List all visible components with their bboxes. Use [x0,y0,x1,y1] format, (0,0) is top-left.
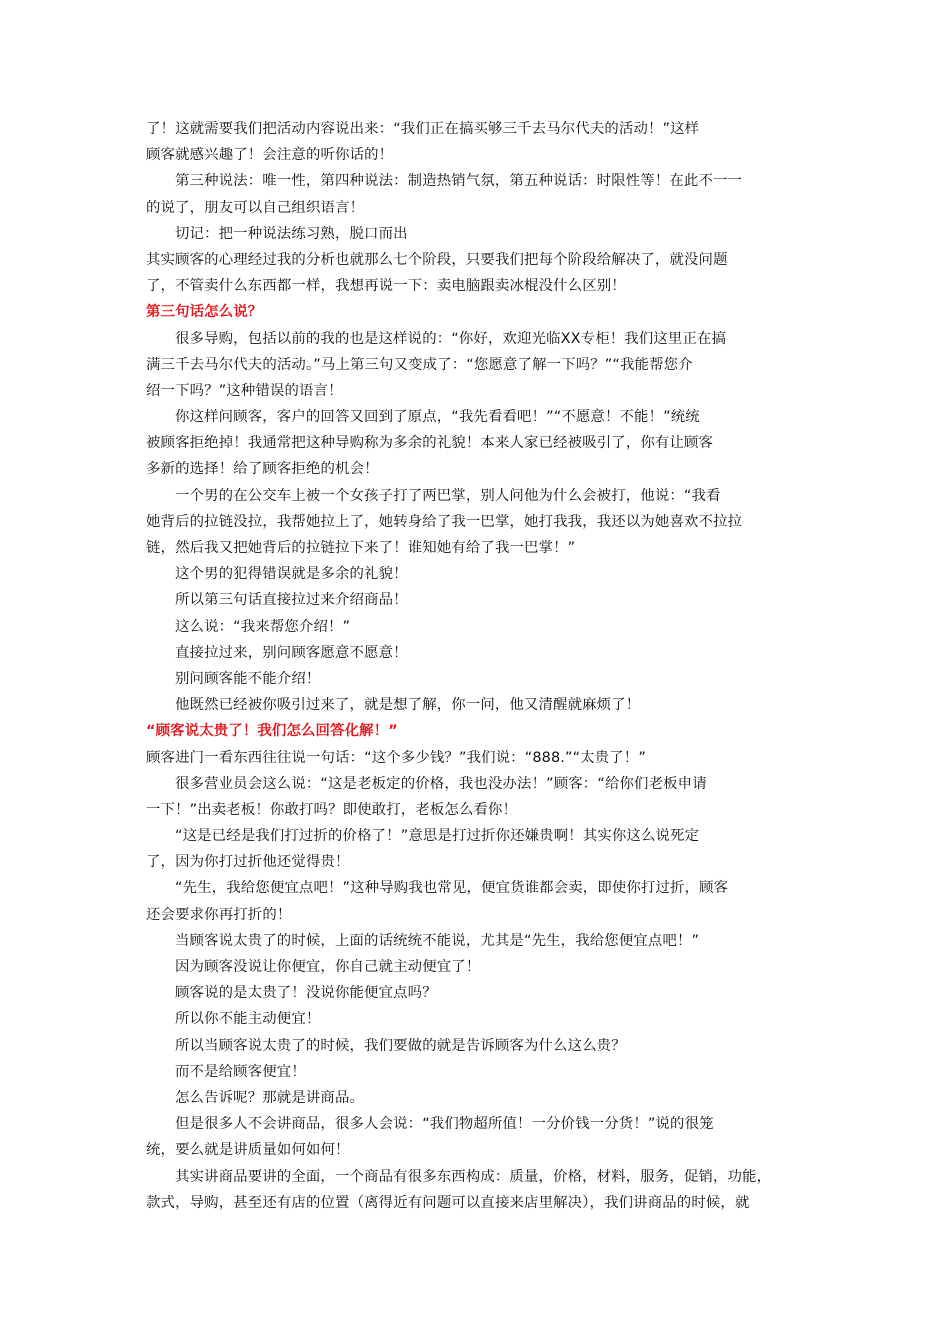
text-line: 的说了，朋友可以自己组织语言！ [146,199,365,216]
text-line: 款式，导购，甚至还有店的位置（离得近有问题可以直接来店里解决），我们讲商品的时候，就 [146,1194,750,1211]
text-line: 直接拉过来，别问顾客愿意不愿意！ [175,644,408,661]
text-line: 了，不管卖什么东西都一样，我想再说一下：卖电脑跟卖冰棍没什么区别！ [146,278,626,295]
text-line: 这个男的犯得错误就是多余的礼貌！ [175,566,408,583]
document-page [146,116,814,1216]
text-line: 满三千去马尔代夫的活动。”马上第三句又变成了：“您愿意了解一下吗？”“我能帮您介 [146,356,693,373]
text-line: 统，要么就是讲质量如何如何！ [146,1142,350,1159]
text-line: 所以当顾客说太贵了的时候，我们要做的就是告诉顾客为什么这么贵？ [175,1037,626,1054]
text-line: 一下！”出卖老板！你敢打吗？即使敢打，老板怎么看你！ [146,801,518,818]
text-line: 了，因为你打过折他还觉得贵！ [146,854,350,871]
section-heading: 第三句话怎么说？ [146,304,263,321]
text-line: 怎么告诉呢？那就是讲商品。 [175,1089,365,1106]
text-line: 他既然已经被你吸引过来了，就是想了解，你一问，他又清醒就麻烦了！ [175,697,641,714]
text-line: 所以第三句话直接拉过来介绍商品！ [175,592,408,609]
text-line: 其实讲商品要讲的全面，一个商品有很多东西构成：质量，价格，材料，服务，促销，功能， [175,1168,772,1185]
text-line: 还会要求你再打折的！ [146,906,292,923]
text-line: “这是已经是我们打过折的价格了！”意思是打过折你还嫌贵啊！其实你这么说死定 [175,828,700,845]
text-line: 多新的选择！给了顾客拒绝的机会！ [146,461,379,478]
text-line: 但是很多人不会讲商品，很多人会说：“我们物超所值！一分价钱一分货！”说的很笼 [175,1116,714,1133]
text-line: 链，然后我又把她背后的拉链拉下来了！谁知她有给了我一巴掌！” [146,540,576,556]
text-line: 她背后的拉链没拉，我帮她拉上了，她转身给了我一巴掌，她打我我，我还以为她喜欢不拉拉 [146,513,743,530]
text-line: 你这样问顾客，客户的回答又回到了原点，“我先看看吧！”“不愿意！不能！”统统 [175,409,700,426]
text-line: 这么说：“我来帮您介绍！” [175,618,351,635]
text-line: 第三种说法：唯一性，第四种说法：制造热销气氛，第五种说话：时限性等！在此不一一 [175,173,743,190]
text-line: 被顾客拒绝掉！我通常把这种导购称为多余的礼貌！本来人家已经被吸引了，你有让顾客 [146,435,714,452]
text-line: 其实顾客的心理经过我的分析也就那么七个阶段，只要我们把每个阶段给解决了，就没问题 [146,251,728,268]
text-line: 一个男的在公交车上被一个女孩子打了两巴掌，别人问他为什么会被打，他说：“我看 [175,487,721,504]
text-line: 很多导购，包括以前的我的也是这样说的：“你好，欢迎光临XX专柜！我们这里正在搞 [175,330,727,347]
text-line: 很多营业员会这么说：“这是老板定的价格，我也没办法！”顾客：“给你们老板申请 [175,775,707,792]
text-line: “先生，我给您便宜点吧！”这种导购我也常见，便宜货谁都会卖，即使你打过折，顾客 [175,880,729,897]
text-line: 顾客就感兴趣了！会注意的听你话的！ [146,147,394,164]
text-line: 顾客进门一看东西往往说一句话：“这个多少钱？”我们说：“888.”“太贵了！” [146,749,646,766]
text-line: 绍一下吗？”这种错误的语言！ [146,382,343,399]
text-line: 所以你不能主动便宜！ [175,1011,321,1028]
text-line: 当顾客说太贵了的时候，上面的话统统不能说，尤其是“先生，我给您便宜点吧！” [175,932,700,949]
text-line: 顾客说的是太贵了！没说你能便宜点吗？ [175,985,437,1002]
text-line: 了！这就需要我们把活动内容说出来：“我们正在搞买够三千去马尔代夫的活动！”这样 [146,121,700,137]
text-line: 而不是给顾客便宜！ [175,1063,306,1080]
text-line: 切记：把一种说法练习熟，脱口而出 [175,225,408,242]
text-line: 因为顾客没说让你便宜，你自己就主动便宜了！ [175,959,481,975]
section-heading: “顾客说太贵了！我们怎么回答化解！” [146,723,398,740]
text-line: 别问顾客能不能介绍！ [175,670,321,687]
